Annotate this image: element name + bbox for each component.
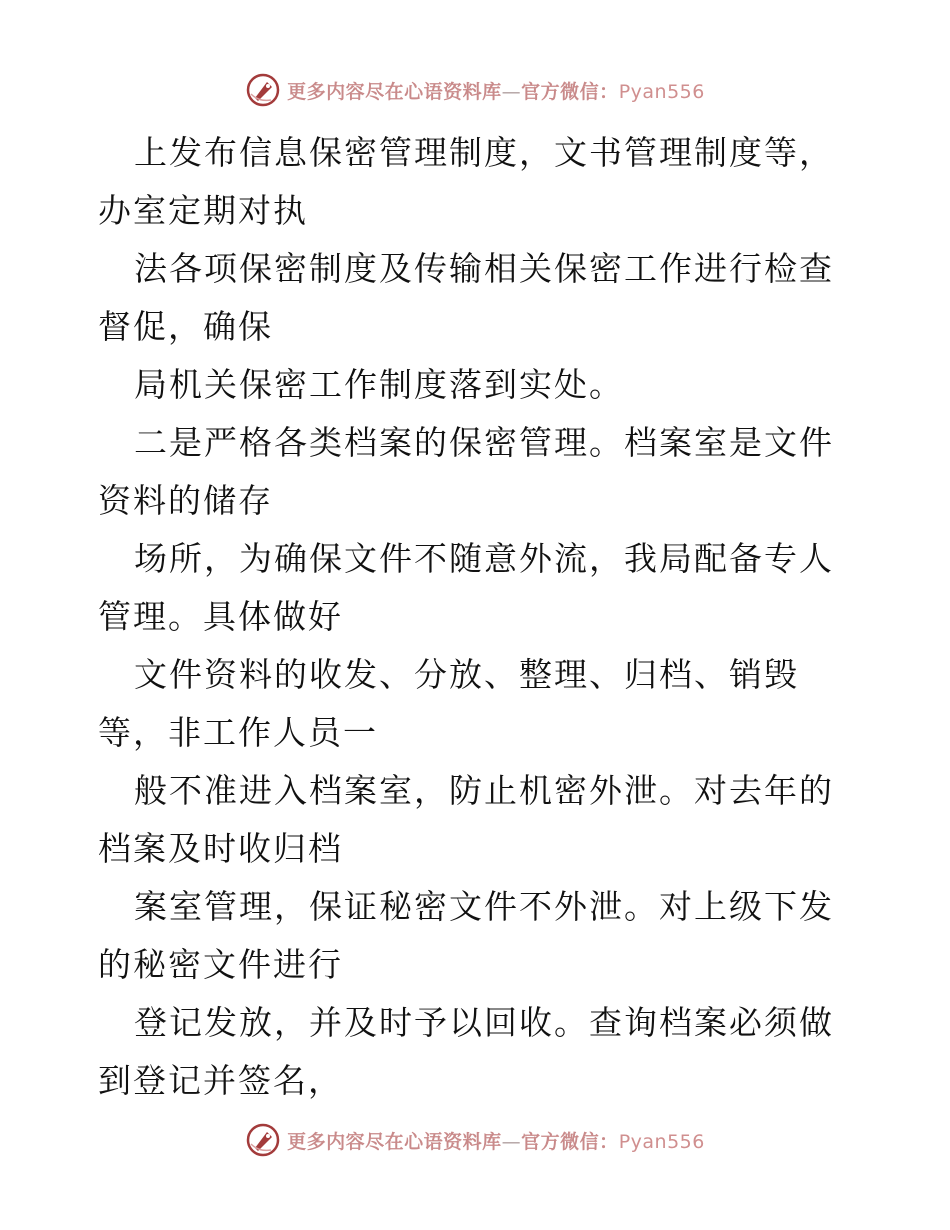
body-paragraph: 上发布信息保密管理制度，文书管理制度等，办室定期对执 xyxy=(98,133,834,230)
watermark-site-text: 更多内容尽在心语资料库 xyxy=(287,1130,502,1153)
watermark-wechat-label: 官方微信： xyxy=(521,80,619,103)
body-paragraph: 二是严格各类档案的保密管理。档案室是文件资料的储存 xyxy=(98,423,834,520)
watermark-separator: — xyxy=(501,1130,522,1153)
watermark-text xyxy=(287,77,705,104)
document-body xyxy=(98,124,858,1110)
watermark-wechat-label: 官方微信： xyxy=(521,1130,619,1153)
body-paragraph: 文件资料的收发、分放、整理、归档、销毁等，非工作人员一 xyxy=(98,655,799,752)
footer-watermark xyxy=(0,1120,950,1160)
watermark-wechat-id: Pyan556 xyxy=(618,80,705,103)
watermark-wechat-id: Pyan556 xyxy=(618,1130,705,1153)
body-paragraph: 局机关保密工作制度落到实处。 xyxy=(134,365,624,404)
header-watermark xyxy=(0,70,950,110)
body-paragraph: 场所，为确保文件不随意外流，我局配备专人管理。具体做好 xyxy=(98,539,834,636)
watermark-text xyxy=(287,1127,705,1154)
body-paragraph: 案室管理，保证秘密文件不外泄。对上级下发的秘密文件进行 xyxy=(98,887,834,984)
body-paragraph: 登记发放，并及时予以回收。查询档案必须做到登记并签名， xyxy=(98,1003,834,1100)
watermark-separator: — xyxy=(501,80,522,103)
body-paragraph: 般不准进入档案室，防止机密外泄。对去年的档案及时收归档 xyxy=(98,771,834,868)
body-paragraph: 法各项保密制度及传输相关保密工作进行检查督促，确保 xyxy=(98,249,834,346)
pen-nib-logo-icon xyxy=(245,1122,281,1158)
pen-nib-logo-icon xyxy=(245,72,281,108)
watermark-site-text: 更多内容尽在心语资料库 xyxy=(287,80,502,103)
